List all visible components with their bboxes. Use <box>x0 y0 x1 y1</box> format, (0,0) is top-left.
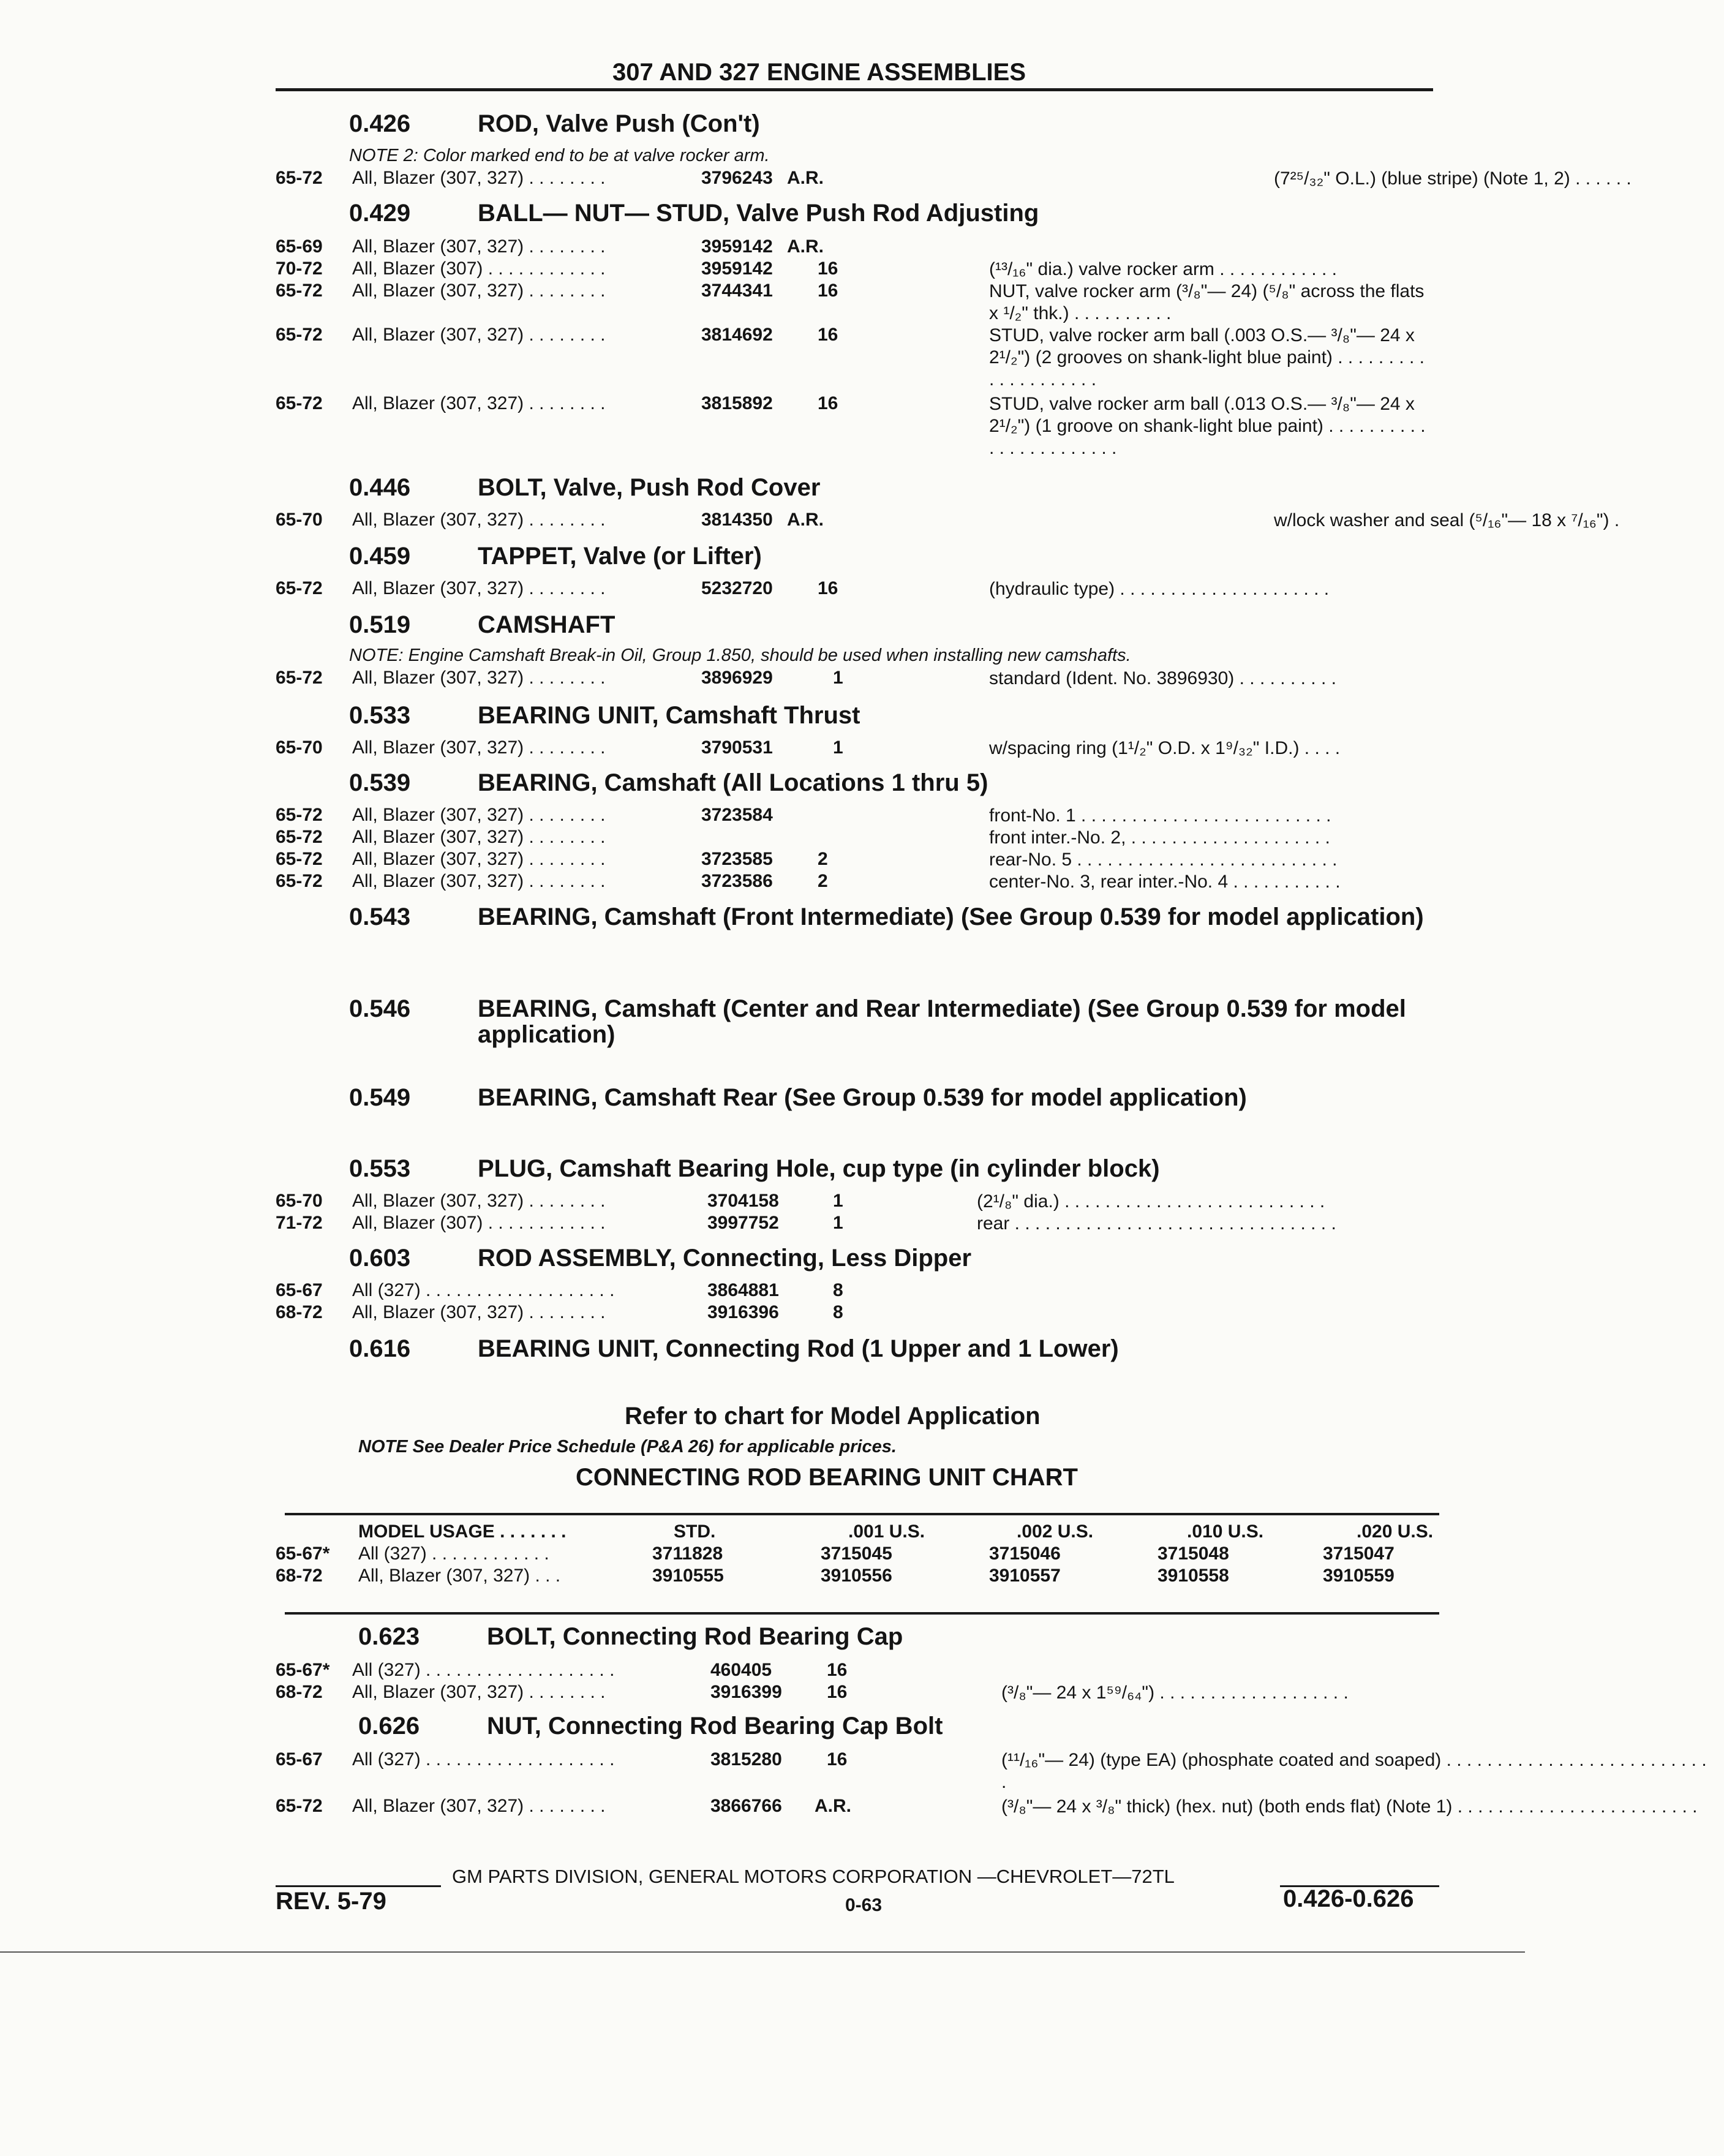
application: All, Blazer (307, 327) . . . . . . . . <box>352 805 606 825</box>
model-years: 65-69 <box>276 236 323 257</box>
description: rear-No. 5 . . . . . . . . . . . . . . . . . . . . . . . . . . <box>989 850 1338 870</box>
section-number: 0.519 <box>349 611 411 638</box>
section-title: BEARING UNIT, Connecting Rod (1 Upper and 1 Lower) <box>478 1335 1119 1362</box>
quantity: 16 <box>818 258 838 279</box>
application: All, Blazer (307, 327) . . . . . . . . <box>352 510 606 530</box>
section-number: 0.533 <box>349 702 411 729</box>
description: (³/₈"— 24 x 1⁵⁹/₆₄") . . . . . . . . . . . . . . . . . . . <box>1001 1683 1349 1703</box>
description: (¹¹/₁₆"— 24) (type EA) (phosphate coated and soaped) . . . . . . . . . . . . . . . . . . . . . . . . . . . <box>1001 1750 1707 1792</box>
quantity: 1 <box>833 1191 843 1211</box>
quantity: 2 <box>818 849 828 869</box>
section-number: 0.426 <box>349 110 411 137</box>
quantity: 8 <box>833 1280 843 1300</box>
section-0-426 <box>349 110 760 138</box>
quantity: 2 <box>818 871 828 891</box>
application: All, Blazer (307, 327) . . . . . . . . <box>352 393 606 413</box>
quantity: 16 <box>827 1682 848 1702</box>
model-years: 65-70 <box>276 510 323 530</box>
part-number: 3815892 <box>701 393 773 413</box>
description: center-No. 3, rear inter.-No. 4 . . . . . . . . . . . <box>989 872 1341 892</box>
u010-part: 3910558 <box>1157 1566 1229 1586</box>
model-years: 68-72 <box>276 1302 323 1322</box>
description: (¹³/₁₆" dia.) valve rocker arm . . . . . . . . . . . . <box>989 259 1337 279</box>
page-number: 0-63 <box>845 1895 883 1915</box>
application: All, Blazer (307, 327) . . . . . . . . <box>352 1682 606 1702</box>
quantity: A.R. <box>787 236 824 257</box>
section-number: 0.543 <box>349 903 411 930</box>
part-number: 3896929 <box>701 668 773 688</box>
section-0-553 <box>349 1155 1160 1183</box>
description: w/spacing ring (1¹/₂" O.D. x 1⁹/₃₂" I.D.) . . . . <box>989 738 1341 758</box>
section-0-626 <box>358 1713 943 1740</box>
part-number: 3814350 <box>701 510 773 530</box>
section-title: BEARING, Camshaft (Front Intermediate) (See Group 0.539 for model application) <box>478 903 1424 930</box>
model-years: 65-72 <box>276 325 323 345</box>
section-title: BEARING UNIT, Camshaft Thrust <box>478 702 860 729</box>
section-0-429 <box>349 200 1039 227</box>
section-0-549 <box>349 1084 1247 1112</box>
section-number: 0.539 <box>349 769 411 796</box>
section-note: NOTE: Engine Camshaft Break-in Oil, Group 1.850, should be used when installing new camshafts. <box>349 646 1131 665</box>
description: (³/₈"— 24 x ³/₈" thick) (hex. nut) (both ends flat) (Note 1) . . . . . . . . . . . . . . . . . . . . . . . . <box>1001 1796 1698 1817</box>
section-0-543 <box>349 904 1451 930</box>
section-0-519 <box>349 611 615 639</box>
part-number: 3959142 <box>701 236 773 257</box>
description: rear . . . . . . . . . . . . . . . . . . . . . . . . . . . . . . . . <box>977 1213 1336 1234</box>
model-years: 65-67* <box>276 1660 330 1680</box>
footer-rule-left <box>276 1885 441 1887</box>
application: All, Blazer (307, 327) . . . . . . . . <box>352 578 606 598</box>
page-range: 0.426-0.626 <box>1283 1885 1414 1912</box>
part-number: 3704158 <box>707 1191 779 1211</box>
col-020: .020 U.S. <box>1357 1521 1434 1542</box>
quantity: 1 <box>833 1213 843 1233</box>
u001-part: 3910556 <box>821 1566 892 1586</box>
std-part: 3711828 <box>652 1544 723 1564</box>
description: standard (Ident. No. 3896930) . . . . . . . . . . <box>989 668 1336 688</box>
col-010: .010 U.S. <box>1187 1521 1264 1542</box>
section-number: 0.616 <box>349 1335 411 1362</box>
chart-row <box>276 1566 1439 1588</box>
section-0-603 <box>349 1245 971 1272</box>
part-number: 3744341 <box>701 281 773 301</box>
model-years: 65-67* <box>276 1544 330 1564</box>
scan-edge-line <box>0 1951 1525 1953</box>
header-rule <box>276 88 1433 91</box>
application: All, Blazer (307) . . . . . . . . . . . . <box>352 1213 606 1233</box>
quantity: 16 <box>827 1660 848 1680</box>
application: All (327) . . . . . . . . . . . . . . . . . . . <box>352 1749 615 1770</box>
quantity: 1 <box>833 668 843 688</box>
application: All, Blazer (307, 327) . . . . . . . . <box>352 1191 606 1211</box>
part-number: 460405 <box>710 1660 772 1680</box>
section-number: 0.446 <box>349 474 411 501</box>
quantity: 8 <box>833 1302 843 1322</box>
application: All, Blazer (307, 327) . . . . . . . . <box>352 668 606 688</box>
part-number: 3997752 <box>707 1213 779 1233</box>
footer-company: GM PARTS DIVISION, GENERAL MOTORS CORPORATION —CHEVROLET—72TL <box>452 1866 1175 1887</box>
description: NUT, valve rocker arm (³/₈"— 24) (⁵/₈" across the flats x ¹/₂" thk.) . . . . . . . . . . <box>989 281 1425 323</box>
application: All (327) . . . . . . . . . . . . . . . . . . . <box>352 1280 615 1300</box>
part-number: 3866766 <box>710 1796 782 1816</box>
chart-top-rule <box>285 1513 1439 1515</box>
model-years: 70-72 <box>276 258 323 279</box>
model-years: 65-72 <box>276 871 323 891</box>
section-title: BEARING, Camshaft Rear (See Group 0.539 for model application) <box>478 1084 1247 1111</box>
description: (2¹/₈" dia.) . . . . . . . . . . . . . . . . . . . . . . . . . . <box>977 1191 1325 1212</box>
quantity: A.R. <box>787 510 824 530</box>
part-number: 5232720 <box>701 578 773 598</box>
chart-header-row <box>276 1521 1439 1544</box>
application: All, Blazer (307, 327) . . . . . . . . <box>352 849 606 869</box>
description: front-No. 1 . . . . . . . . . . . . . . . . . . . . . . . . . <box>989 805 1331 826</box>
model-usage: All, Blazer (307, 327) . . . <box>358 1566 561 1586</box>
model-years: 65-70 <box>276 1191 323 1211</box>
revision: REV. 5-79 <box>276 1888 386 1915</box>
quantity: A.R. <box>787 168 824 188</box>
application: All, Blazer (307, 327) . . . . . . . . <box>352 168 606 188</box>
section-number: 0.429 <box>349 200 411 227</box>
section-title: PLUG, Camshaft Bearing Hole, cup type (in cylinder block) <box>478 1155 1160 1182</box>
quantity: 16 <box>818 578 838 598</box>
model-years: 65-72 <box>276 578 323 598</box>
chart-note: NOTE See Dealer Price Schedule (P&A 26) for applicable prices. <box>358 1437 897 1457</box>
chart-title: CONNECTING ROD BEARING UNIT CHART <box>576 1464 1078 1491</box>
section-0-459 <box>349 543 762 570</box>
section-0-616 <box>349 1335 1119 1363</box>
section-title: NUT, Connecting Rod Bearing Cap Bolt <box>487 1713 943 1740</box>
section-title: BEARING, Camshaft (All Locations 1 thru 5) <box>478 769 988 796</box>
part-number: 3916399 <box>710 1682 782 1702</box>
model-years: 65-72 <box>276 168 323 188</box>
section-number: 0.459 <box>349 543 411 570</box>
model-years: 65-72 <box>276 1796 323 1816</box>
section-number: 0.623 <box>358 1623 420 1650</box>
u002-part: 3910557 <box>989 1566 1061 1586</box>
application: All, Blazer (307, 327) . . . . . . . . <box>352 737 606 758</box>
model-years: 65-72 <box>276 827 323 847</box>
section-title: CAMSHAFT <box>478 611 615 638</box>
section-0-446 <box>349 474 820 502</box>
model-usage: All (327) . . . . . . . . . . . . <box>358 1544 549 1564</box>
chart-reference: Refer to chart for Model Application <box>625 1403 1041 1430</box>
section-title: BEARING, Camshaft (Center and Rear Intermediate) (See Group 0.539 for model application) <box>478 995 1406 1048</box>
application: All, Blazer (307, 327) . . . . . . . . <box>352 827 606 847</box>
model-years: 65-72 <box>276 668 323 688</box>
part-number: 3796243 <box>701 168 773 188</box>
application: All, Blazer (307, 327) . . . . . . . . <box>352 871 606 891</box>
section-0-533 <box>349 702 860 729</box>
description: STUD, valve rocker arm ball (.013 O.S.— ³/₈"— 24 x 2¹/₂") (1 groove on shank-light blue paint) . . . . . . . . . . . . . . . . . . . . . . . <box>989 394 1426 458</box>
section-number: 0.546 <box>349 995 411 1022</box>
col-001: .001 U.S. <box>848 1521 925 1542</box>
section-note: NOTE 2: Color marked end to be at valve rocker arm. <box>349 146 770 165</box>
std-part: 3910555 <box>652 1566 724 1586</box>
col-std: STD. <box>674 1521 716 1542</box>
u001-part: 3715045 <box>821 1544 892 1564</box>
model-years: 68-72 <box>276 1682 323 1702</box>
section-number: 0.603 <box>349 1245 411 1272</box>
part-number: 3815280 <box>710 1749 782 1770</box>
description: w/lock washer and seal (⁵/₁₆"— 18 x ⁷/₁₆") . <box>1274 510 1620 530</box>
section-title: ROD, Valve Push (Con't) <box>478 110 760 137</box>
part-number: 3916396 <box>707 1302 779 1322</box>
section-title: BALL— NUT— STUD, Valve Push Rod Adjusting <box>478 200 1039 227</box>
part-number: 3959142 <box>701 258 773 279</box>
application: All, Blazer (307, 327) . . . . . . . . <box>352 281 606 301</box>
model-years: 65-72 <box>276 805 323 825</box>
section-0-623 <box>358 1623 903 1651</box>
quantity: 16 <box>818 393 838 413</box>
u020-part: 3910559 <box>1323 1566 1395 1586</box>
application: All, Blazer (307, 327) . . . . . . . . <box>352 325 606 345</box>
section-0-546 <box>349 996 1451 1047</box>
application: All, Blazer (307, 327) . . . . . . . . <box>352 1796 606 1816</box>
part-number: 3814692 <box>701 325 773 345</box>
description: (hydraulic type) . . . . . . . . . . . . . . . . . . . . . <box>989 579 1330 599</box>
description: (7²⁵/₃₂" O.L.) (blue stripe) (Note 1, 2) . . . . . . <box>1274 168 1632 189</box>
model-years: 65-72 <box>276 393 323 413</box>
model-years: 65-72 <box>276 281 323 301</box>
section-number: 0.626 <box>358 1713 420 1740</box>
part-number: 3723586 <box>701 871 773 891</box>
section-title: TAPPET, Valve (or Lifter) <box>478 543 762 570</box>
u020-part: 3715047 <box>1323 1544 1395 1564</box>
col-model-usage: MODEL USAGE . . . . . . . <box>358 1521 567 1542</box>
section-title: ROD ASSEMBLY, Connecting, Less Dipper <box>478 1245 972 1272</box>
model-years: 71-72 <box>276 1213 323 1233</box>
part-number: 3790531 <box>701 737 773 758</box>
quantity: 16 <box>818 281 838 301</box>
quantity: 1 <box>833 737 843 758</box>
quantity: 16 <box>827 1749 848 1770</box>
quantity: 16 <box>818 325 838 345</box>
application: All, Blazer (307) . . . . . . . . . . . . <box>352 258 606 279</box>
section-0-539 <box>349 769 988 797</box>
part-number: 3864881 <box>707 1280 779 1300</box>
col-002: .002 U.S. <box>1017 1521 1094 1542</box>
part-number: 3723585 <box>701 849 773 869</box>
model-years: 65-72 <box>276 849 323 869</box>
section-number: 0.553 <box>349 1155 411 1182</box>
page-title: 307 AND 327 ENGINE ASSEMBLIES <box>612 59 1026 86</box>
application: All, Blazer (307, 327) . . . . . . . . <box>352 1302 606 1322</box>
application: All (327) . . . . . . . . . . . . . . . . . . . <box>352 1660 615 1680</box>
model-years: 68-72 <box>276 1566 323 1586</box>
application: All, Blazer (307, 327) . . . . . . . . <box>352 236 606 257</box>
model-years: 65-67 <box>276 1749 323 1770</box>
part-number: 3723584 <box>701 805 773 825</box>
quantity: A.R. <box>815 1796 851 1816</box>
section-title: BOLT, Valve, Push Rod Cover <box>478 474 821 501</box>
chart-bottom-rule <box>285 1612 1439 1615</box>
model-years: 65-70 <box>276 737 323 758</box>
chart-row <box>276 1544 1439 1566</box>
description: STUD, valve rocker arm ball (.003 O.S.— ³/₈"— 24 x 2¹/₂") (2 grooves on shank-light blue paint) . . . . . . . . . . . . . . . . . . . . <box>989 325 1425 390</box>
section-title: BOLT, Connecting Rod Bearing Cap <box>487 1623 903 1650</box>
u010-part: 3715048 <box>1157 1544 1229 1564</box>
description: front inter.-No. 2, . . . . . . . . . . . . . . . . . . . . <box>989 827 1330 848</box>
model-years: 65-67 <box>276 1280 323 1300</box>
section-number: 0.549 <box>349 1084 411 1111</box>
u002-part: 3715046 <box>989 1544 1061 1564</box>
